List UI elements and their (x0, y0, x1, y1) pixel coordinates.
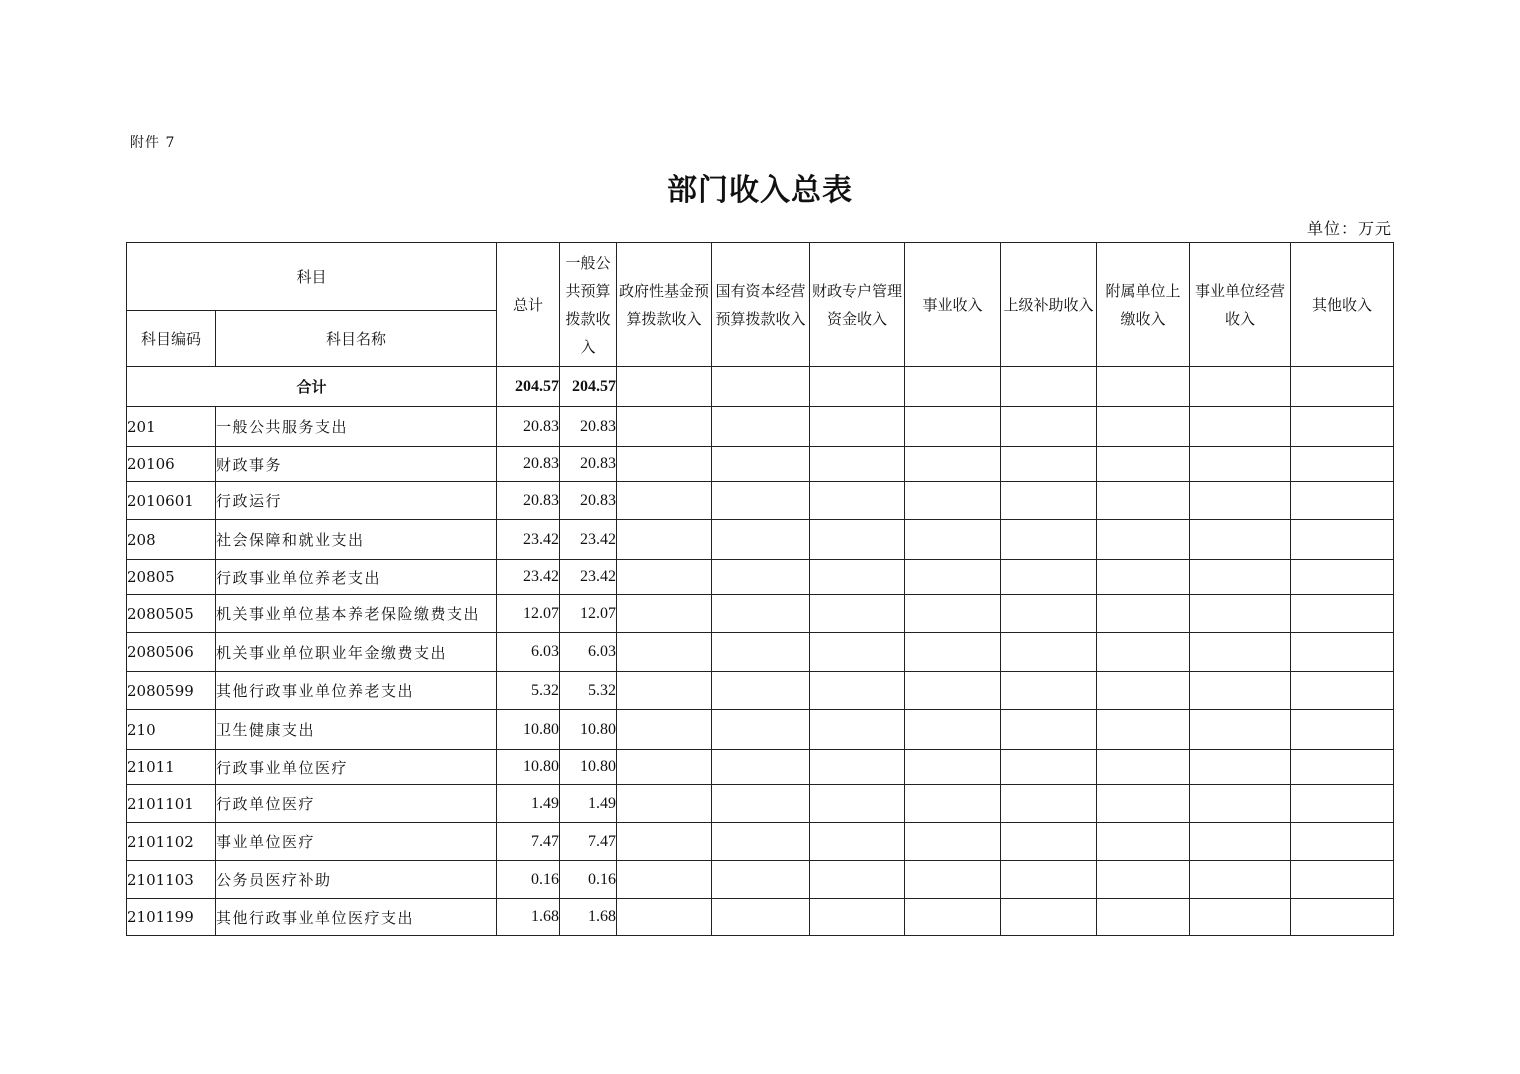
subject-code-cell: 21011 (127, 750, 216, 785)
empty-cell (617, 672, 712, 710)
empty-cell (1190, 482, 1291, 520)
total-row-general-budget: 204.57 (560, 367, 617, 407)
total-row-total: 204.57 (497, 367, 560, 407)
empty-cell (712, 899, 810, 936)
empty-cell (1001, 367, 1097, 407)
total-label: 合计 (127, 367, 497, 407)
total-cell: 1.68 (497, 899, 560, 936)
empty-cell (1097, 861, 1190, 899)
page-title: 部门收入总表 (667, 173, 853, 208)
table-row (127, 595, 1394, 633)
general-budget-cell: 23.42 (560, 520, 617, 560)
empty-cell (905, 407, 1001, 447)
total-cell: 23.42 (497, 520, 560, 560)
empty-cell (617, 482, 712, 520)
empty-cell (1190, 861, 1291, 899)
empty-cell (712, 520, 810, 560)
empty-cell (1190, 447, 1291, 482)
table-row (127, 560, 1394, 595)
empty-cell (810, 861, 905, 899)
subject-name-cell: 行政单位医疗 (216, 785, 497, 823)
empty-cell (617, 899, 712, 936)
empty-cell (712, 672, 810, 710)
empty-cell (1190, 407, 1291, 447)
empty-cell (712, 710, 810, 750)
total-cell: 1.49 (497, 785, 560, 823)
empty-cell (905, 520, 1001, 560)
total-cell: 10.80 (497, 710, 560, 750)
empty-cell (1001, 750, 1097, 785)
subject-code-cell: 2080599 (127, 672, 216, 710)
total-cell: 0.16 (497, 861, 560, 899)
empty-cell (617, 861, 712, 899)
empty-cell (1291, 560, 1394, 595)
empty-cell (810, 672, 905, 710)
empty-cell (1291, 407, 1394, 447)
table-row (127, 672, 1394, 710)
header-other-income: 其他收入 (1291, 243, 1394, 367)
empty-cell (617, 785, 712, 823)
table-row (127, 482, 1394, 520)
empty-cell (905, 482, 1001, 520)
header-subject-name: 科目名称 (216, 311, 497, 367)
empty-cell (810, 560, 905, 595)
general-budget-cell: 12.07 (560, 595, 617, 633)
general-budget-cell: 20.83 (560, 407, 617, 447)
total-cell: 12.07 (497, 595, 560, 633)
subject-code-cell: 2101102 (127, 823, 216, 861)
total-cell: 20.83 (497, 407, 560, 447)
table-row (127, 633, 1394, 672)
empty-cell (810, 785, 905, 823)
header-business-income: 事业收入 (905, 243, 1001, 367)
general-budget-cell: 6.03 (560, 633, 617, 672)
total-cell: 7.47 (497, 823, 560, 861)
subject-code-cell: 2010601 (127, 482, 216, 520)
general-budget-cell: 20.83 (560, 447, 617, 482)
empty-cell (905, 823, 1001, 861)
empty-cell (905, 750, 1001, 785)
header-fiscal-special: 财政专户管理资金收入 (810, 243, 905, 367)
empty-cell (712, 595, 810, 633)
header-affiliate-income: 附属单位上缴收入 (1097, 243, 1190, 367)
table-row (127, 407, 1394, 447)
empty-cell (1291, 520, 1394, 560)
table-row (127, 750, 1394, 785)
empty-cell (810, 750, 905, 785)
empty-cell (810, 823, 905, 861)
empty-cell (1190, 595, 1291, 633)
empty-cell (1097, 750, 1190, 785)
empty-cell (1190, 560, 1291, 595)
empty-cell (905, 447, 1001, 482)
subject-name-cell: 其他行政事业单位养老支出 (216, 672, 497, 710)
empty-cell (1097, 520, 1190, 560)
empty-cell (810, 367, 905, 407)
subject-name-cell: 一般公共服务支出 (216, 407, 497, 447)
empty-cell (712, 785, 810, 823)
empty-cell (1097, 785, 1190, 823)
empty-cell (1190, 750, 1291, 785)
total-cell: 5.32 (497, 672, 560, 710)
empty-cell (905, 672, 1001, 710)
empty-cell (810, 899, 905, 936)
empty-cell (905, 899, 1001, 936)
general-budget-cell: 5.32 (560, 672, 617, 710)
subject-code-cell: 2101103 (127, 861, 216, 899)
empty-cell (712, 447, 810, 482)
empty-cell (905, 595, 1001, 633)
empty-cell (810, 710, 905, 750)
table-row (127, 447, 1394, 482)
empty-cell (1097, 407, 1190, 447)
total-cell: 23.42 (497, 560, 560, 595)
empty-cell (1097, 367, 1190, 407)
empty-cell (1291, 710, 1394, 750)
empty-cell (810, 595, 905, 633)
subject-name-cell: 公务员医疗补助 (216, 861, 497, 899)
empty-cell (1001, 560, 1097, 595)
empty-cell (810, 633, 905, 672)
subject-name-cell: 其他行政事业单位医疗支出 (216, 899, 497, 936)
empty-cell (1291, 899, 1394, 936)
empty-cell (712, 482, 810, 520)
subject-code-cell: 2080505 (127, 595, 216, 633)
empty-cell (1001, 447, 1097, 482)
table-row (127, 861, 1394, 899)
subject-name-cell: 社会保障和就业支出 (216, 520, 497, 560)
header-superior-subsidy: 上级补助收入 (1001, 243, 1097, 367)
income-summary-table (126, 242, 1394, 936)
subject-name-cell: 卫生健康支出 (216, 710, 497, 750)
subject-name-cell: 机关事业单位职业年金缴费支出 (216, 633, 497, 672)
empty-cell (905, 785, 1001, 823)
attachment-label: 附件 7 (130, 135, 176, 151)
empty-cell (712, 560, 810, 595)
table-row (127, 899, 1394, 936)
table-row (127, 823, 1394, 861)
general-budget-cell: 23.42 (560, 560, 617, 595)
empty-cell (1291, 823, 1394, 861)
empty-cell (905, 861, 1001, 899)
header-general-budget: 一般公共预算拨款收入 (560, 243, 617, 367)
unit-label: 单位：万元 (1306, 219, 1392, 238)
empty-cell (1291, 861, 1394, 899)
empty-cell (1097, 560, 1190, 595)
empty-cell (1001, 861, 1097, 899)
empty-cell (1001, 595, 1097, 633)
empty-cell (1001, 899, 1097, 936)
empty-cell (712, 750, 810, 785)
empty-cell (1190, 633, 1291, 672)
table-row (127, 710, 1394, 750)
empty-cell (1291, 482, 1394, 520)
header-subject-code: 科目编码 (127, 311, 216, 367)
empty-cell (712, 407, 810, 447)
empty-cell (1190, 520, 1291, 560)
empty-cell (1001, 482, 1097, 520)
total-cell: 6.03 (497, 633, 560, 672)
subject-code-cell: 2101199 (127, 899, 216, 936)
general-budget-cell: 10.80 (560, 750, 617, 785)
empty-cell (1001, 785, 1097, 823)
empty-cell (1097, 710, 1190, 750)
empty-cell (1291, 447, 1394, 482)
empty-cell (810, 482, 905, 520)
empty-cell (1291, 672, 1394, 710)
table-row (127, 785, 1394, 823)
empty-cell (1001, 407, 1097, 447)
empty-cell (712, 823, 810, 861)
empty-cell (1097, 633, 1190, 672)
general-budget-cell: 7.47 (560, 823, 617, 861)
empty-cell (617, 447, 712, 482)
empty-cell (1291, 750, 1394, 785)
empty-cell (810, 447, 905, 482)
subject-code-cell: 20805 (127, 560, 216, 595)
header-gov-fund: 政府性基金预算拨款收入 (617, 243, 712, 367)
empty-cell (905, 560, 1001, 595)
header-business-operation: 事业单位经营收入 (1190, 243, 1291, 367)
empty-cell (1190, 899, 1291, 936)
empty-cell (617, 520, 712, 560)
subject-name-cell: 事业单位医疗 (216, 823, 497, 861)
subject-name-cell: 财政事务 (216, 447, 497, 482)
subject-code-cell: 20106 (127, 447, 216, 482)
subject-code-cell: 2080506 (127, 633, 216, 672)
total-cell: 20.83 (497, 447, 560, 482)
empty-cell (617, 367, 712, 407)
empty-cell (810, 520, 905, 560)
empty-cell (1190, 823, 1291, 861)
empty-cell (905, 710, 1001, 750)
general-budget-cell: 10.80 (560, 710, 617, 750)
subject-code-cell: 210 (127, 710, 216, 750)
empty-cell (1097, 672, 1190, 710)
subject-name-cell: 机关事业单位基本养老保险缴费支出 (216, 595, 497, 633)
empty-cell (1190, 710, 1291, 750)
empty-cell (1097, 899, 1190, 936)
empty-cell (617, 710, 712, 750)
empty-cell (1001, 633, 1097, 672)
table-row (127, 520, 1394, 560)
general-budget-cell: 1.49 (560, 785, 617, 823)
empty-cell (1291, 633, 1394, 672)
empty-cell (712, 633, 810, 672)
header-state-capital: 国有资本经营预算拨款收入 (712, 243, 810, 367)
empty-cell (617, 750, 712, 785)
empty-cell (905, 367, 1001, 407)
empty-cell (617, 595, 712, 633)
subject-name-cell: 行政事业单位医疗 (216, 750, 497, 785)
empty-cell (1097, 595, 1190, 633)
subject-name-cell: 行政运行 (216, 482, 497, 520)
header-total: 总计 (497, 243, 560, 367)
empty-cell (1097, 482, 1190, 520)
empty-cell (1291, 785, 1394, 823)
subject-code-cell: 2101101 (127, 785, 216, 823)
subject-code-cell: 208 (127, 520, 216, 560)
empty-cell (712, 861, 810, 899)
empty-cell (617, 823, 712, 861)
empty-cell (1190, 367, 1291, 407)
general-budget-cell: 0.16 (560, 861, 617, 899)
empty-cell (617, 407, 712, 447)
subject-code-cell: 201 (127, 407, 216, 447)
empty-cell (1291, 367, 1394, 407)
general-budget-cell: 20.83 (560, 482, 617, 520)
empty-cell (712, 367, 810, 407)
empty-cell (1190, 672, 1291, 710)
empty-cell (1097, 447, 1190, 482)
empty-cell (1190, 785, 1291, 823)
total-cell: 10.80 (497, 750, 560, 785)
empty-cell (1291, 595, 1394, 633)
empty-cell (1001, 823, 1097, 861)
header-subject: 科目 (127, 243, 497, 311)
empty-cell (1001, 710, 1097, 750)
total-cell: 20.83 (497, 482, 560, 520)
total-row (127, 367, 1394, 407)
empty-cell (1097, 823, 1190, 861)
empty-cell (617, 633, 712, 672)
empty-cell (1001, 520, 1097, 560)
subject-name-cell: 行政事业单位养老支出 (216, 560, 497, 595)
empty-cell (617, 560, 712, 595)
general-budget-cell: 1.68 (560, 899, 617, 936)
empty-cell (905, 633, 1001, 672)
empty-cell (810, 407, 905, 447)
empty-cell (1001, 672, 1097, 710)
